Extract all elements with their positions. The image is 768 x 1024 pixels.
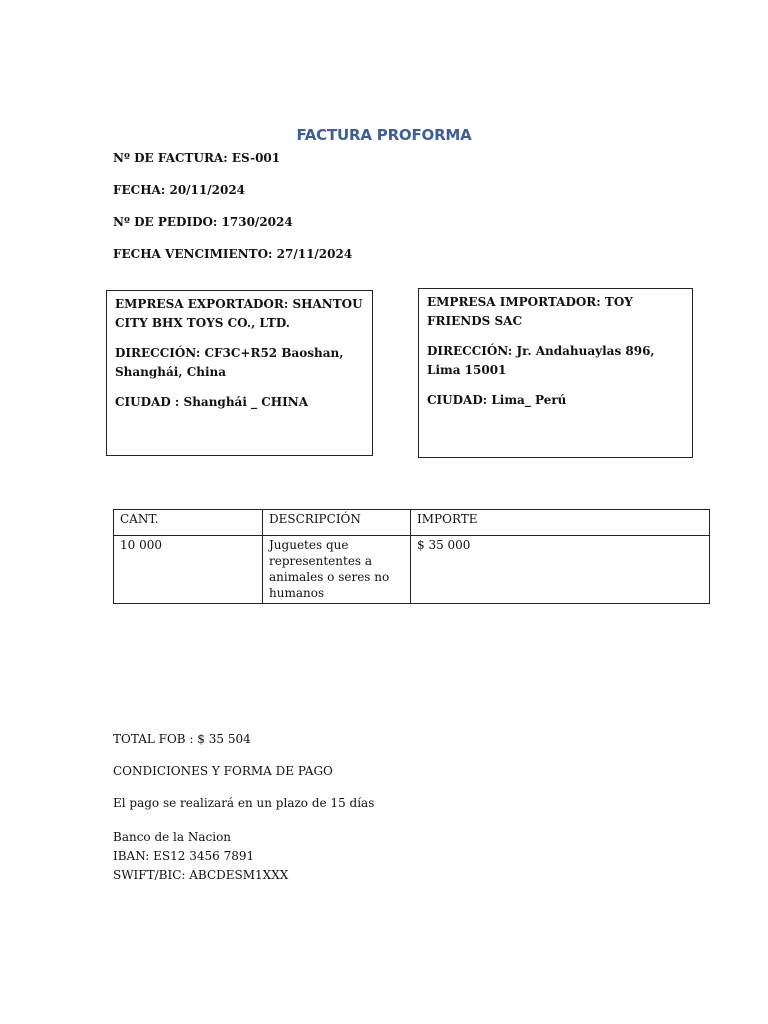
invoice-number: Nº DE FACTURA: ES-001 xyxy=(113,151,281,165)
header-quantity: CANT. xyxy=(114,510,263,536)
header-amount: IMPORTE xyxy=(411,510,710,536)
exporter-address: DIRECCIÓN: CF3C+R52 Baoshan, Shanghái, China xyxy=(115,346,344,379)
header-description: DESCRIPCIÓN xyxy=(263,510,411,536)
bank-name: Banco de la Nacion xyxy=(113,830,232,844)
importer-company: EMPRESA IMPORTADOR: TOY FRIENDS SAC xyxy=(427,295,633,328)
importer-box xyxy=(418,288,693,458)
importer-city: CIUDAD: Lima_ Perú xyxy=(427,393,567,407)
exporter-company: EMPRESA EXPORTADOR: SHANTOU CITY BHX TOYS CO., LTD. xyxy=(115,297,363,330)
row-description: Juguetes que represententes a animales o seres no humanos xyxy=(263,536,411,604)
document-title: FACTURA PROFORMA xyxy=(296,126,472,144)
table-row xyxy=(114,536,710,604)
table-header-row xyxy=(114,510,710,536)
exporter-box xyxy=(106,290,373,456)
payment-heading: CONDICIONES Y FORMA DE PAGO xyxy=(113,764,333,778)
total-fob: TOTAL FOB : $ 35 504 xyxy=(113,732,251,746)
bank-iban: IBAN: ES12 3456 7891 xyxy=(113,849,255,863)
row-amount: $ 35 000 xyxy=(411,536,710,604)
items-table xyxy=(113,509,710,604)
invoice-date: FECHA: 20/11/2024 xyxy=(113,183,246,197)
due-date: FECHA VENCIMIENTO: 27/11/2024 xyxy=(113,247,353,261)
bank-swift: SWIFT/BIC: ABCDESM1XXX xyxy=(113,868,289,882)
exporter-city: CIUDAD : Shanghái _ CHINA xyxy=(115,395,309,409)
payment-term: El pago se realizará en un plazo de 15 días xyxy=(113,796,375,810)
row-quantity: 10 000 xyxy=(114,536,263,604)
importer-address: DIRECCIÓN: Jr. Andahuaylas 896, Lima 15001 xyxy=(427,344,655,377)
order-number: Nº DE PEDIDO: 1730/2024 xyxy=(113,215,293,229)
bank-details xyxy=(113,828,288,885)
